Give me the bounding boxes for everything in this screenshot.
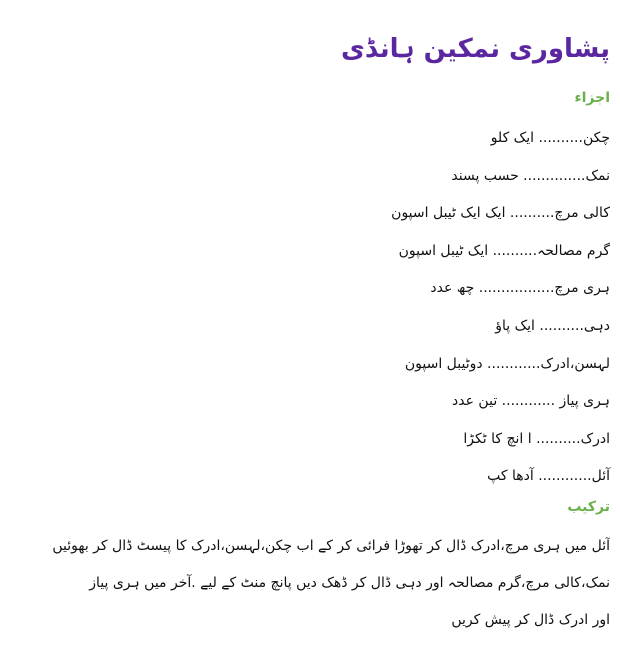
- ingredient-item: کالی مرچ.......... ایک ایک ٹیبل اسپون: [391, 205, 610, 222]
- recipe-title: پشاوری نمکین ہانڈی: [341, 34, 610, 64]
- ingredient-item: آئل............ آدھا کپ: [487, 468, 610, 485]
- ingredient-item: ہری مرچ................. چھ عدد: [430, 280, 610, 297]
- ingredient-item: گرم مصالحہ.......... ایک ٹیبل اسپون: [398, 242, 610, 259]
- ingredient-item: ادرک.......... ا انچ کا ٹکڑا: [463, 430, 610, 447]
- method-line: نمک،کالی مرچ،گرم مصالحہ اور دہی ڈال کر ڈھک دیں پانچ منٹ کے لیے .آخر میں ہری پیاز: [89, 575, 610, 591]
- ingredients-heading: اجزاء: [574, 90, 610, 106]
- ingredient-item: دہی.......... ایک پاؤ: [495, 317, 610, 334]
- method-line: اور ادرک ڈال کر پیش کریں: [451, 612, 610, 628]
- method-heading: ترکیب: [567, 499, 610, 515]
- ingredient-item: ہری پیاز ............ تین عدد: [452, 393, 610, 410]
- ingredient-item: نمک.............. حسب پسند: [451, 167, 610, 184]
- method-line: آئل میں ہری مرچ،ادرک ڈال کر تھوڑا فرائی کر کے اب چکن،لہسن،ادرک کا پیسٹ ڈال کر بھوئیں: [52, 538, 610, 554]
- method-paragraph: [6, 528, 610, 639]
- ingredient-item: لہسن،ادرک............ دوٹیبل اسپون: [404, 355, 610, 372]
- ingredients-list: [391, 120, 610, 496]
- ingredient-item: چکن.......... ایک کلو: [490, 130, 610, 146]
